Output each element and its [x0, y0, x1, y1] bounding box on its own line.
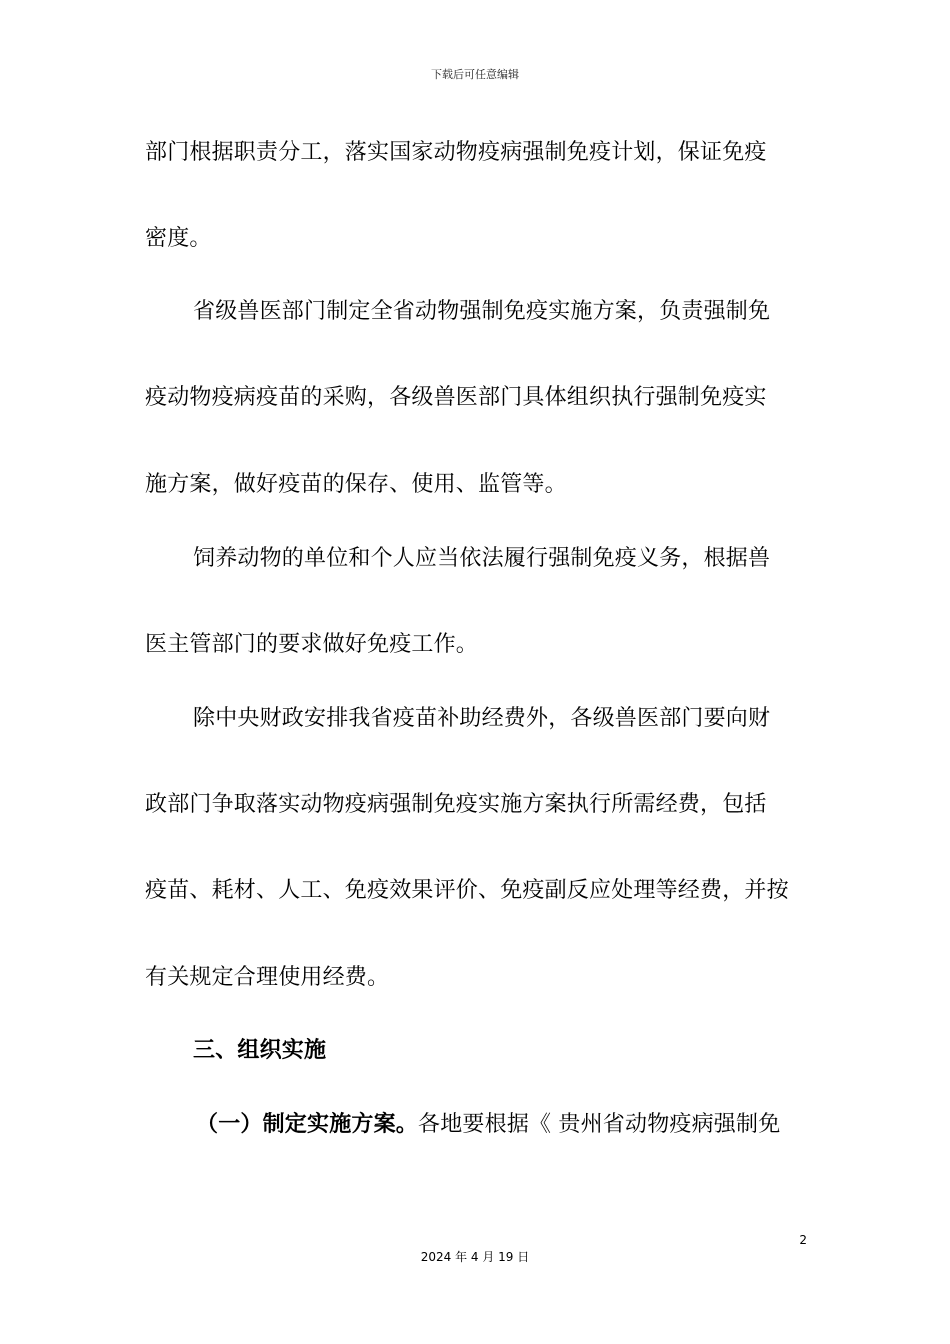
- page-footer-date: 2024 年 4 月 19 日: [420, 1250, 530, 1264]
- body-line: 除中央财政安排我省疫苗补助经费外，各级兽医部门要向财: [193, 706, 771, 731]
- body-line: 施方案，做好疫苗的保存、使用、监管等。: [145, 472, 567, 497]
- section-heading: 三、组织实施: [193, 1038, 327, 1063]
- page-number: 2: [799, 1233, 807, 1247]
- body-line: 疫动物疫病疫苗的采购，各级兽医部门具体组织执行强制免疫实: [145, 385, 767, 410]
- body-line: 密度。: [145, 226, 212, 251]
- body-line: 疫苗、耗材、人工、免疫效果评价、免疫副反应处理等经费，并按: [145, 878, 789, 903]
- body-line: 政部门争取落实动物疫病强制免疫实施方案执行所需经费，包括: [145, 792, 767, 817]
- body-line: 有关规定合理使用经费。: [145, 965, 390, 990]
- body-line: 省级兽医部门制定全省动物强制免疫实施方案，负责强制免: [193, 299, 771, 324]
- body-line: 医主管部门的要求做好免疫工作。: [145, 632, 479, 657]
- subsection-title: （一）制定实施方案。: [196, 1112, 419, 1137]
- subsection-line: [196, 1110, 866, 1140]
- subsection-text: 各地要根据《 贵州省动物疫病强制免: [418, 1112, 781, 1137]
- body-line: 饲养动物的单位和个人应当依法履行强制免疫义务，根据兽: [193, 546, 771, 571]
- page-header: 下载后可任意编辑: [431, 68, 519, 81]
- body-line: 部门根据职责分工，落实国家动物疫病强制免疫计划，保证免疫: [145, 140, 767, 165]
